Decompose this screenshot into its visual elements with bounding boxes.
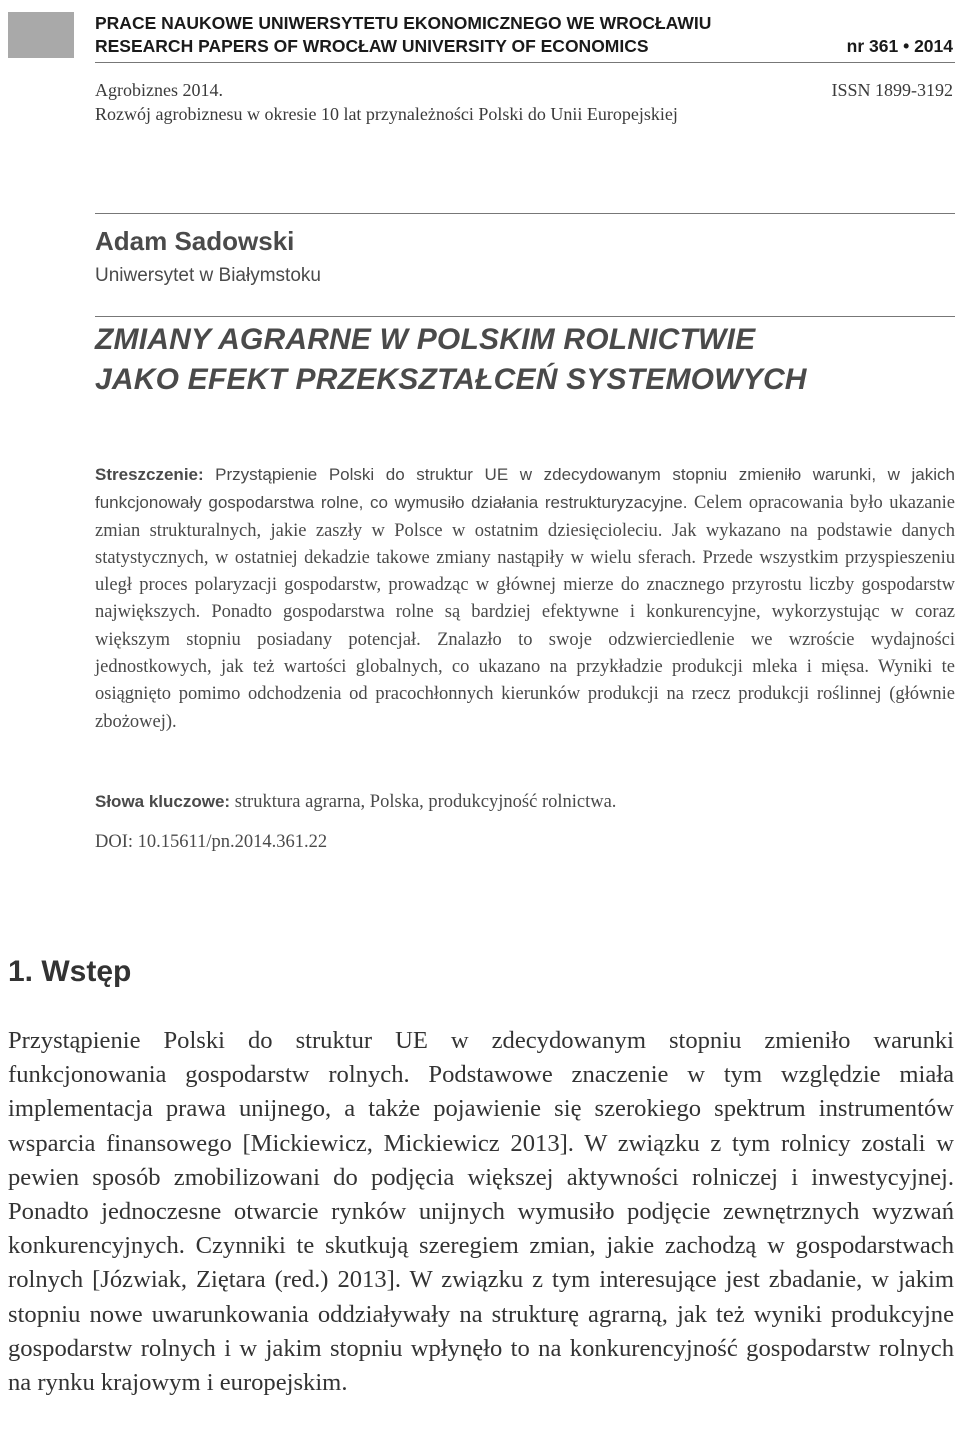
journal-header [95, 12, 953, 58]
journal-name-polish: PRACE NAUKOWE UNIWERSYTETU EKONOMICZNEGO WE WROCŁAWIU [95, 13, 712, 33]
issue-number: nr 361 • 2014 [846, 36, 953, 56]
body-paragraph: Przystąpienie Polski do struktur UE w zdecydowanym stopniu zmieniło warunki funkcjonowania gospodarstw rolnych. Podstawowe znaczenie w tym względzie miała implementacja prawa unijnego, a także pojawienie się szerokiego spektrum instrumentów wsparcia finansowego [Mickiewicz, Mickiewicz 2013]. W związku z tym rolnicy zostali w pewien sposób zmobilizowani do podjęcia większej aktywności rolniczej i inwestycyjnej. Ponadto jednoczesne otwarcie rynków unijnych wymusiło podjęcie zewnętrznych wyzwań konkurencyjnych. Czynniki te skutkują szeregiem zmian, jakie zachodzą w gospodarstwach rolnych [Józwiak, Ziętara (red.) 2013]. W związku z tym interesujące jest zbadanie, w jakim stopniu nowe uwarunkowania oddziaływały na strukturę agrarną, jak też wyniki produkcyjne gospodarstw rolnych i w jakim stopniu wpłynęło to na konkurencyjność gospodarstw rolnych na rynku krajowym i europejskim. [8, 1027, 954, 1397]
header-logo-block [8, 12, 74, 58]
section-heading: 1. Wstęp [8, 955, 132, 988]
author-name: Adam Sadowski [95, 226, 295, 256]
abstract-label: Streszczenie: [95, 465, 204, 484]
keywords [95, 788, 955, 816]
doi: DOI: 10.15611/pn.2014.361.22 [95, 832, 328, 852]
article-title [95, 320, 955, 400]
title-rule-top [95, 316, 955, 317]
volume-subtitle: Rozwój agrobiznesu w okresie 10 lat przynależności Polski do Unii Europejskiej [95, 104, 678, 124]
volume-info [95, 78, 953, 126]
journal-name-english: RESEARCH PAPERS OF WROCŁAW UNIVERSITY OF ECONOMICS [95, 36, 649, 56]
abstract [95, 461, 955, 736]
author-rule-top [95, 213, 955, 214]
keywords-text: struktura agrarna, Polska, produkcyjność rolnictwa. [234, 792, 617, 812]
title-line-2: JAKO EFEKT PRZEKSZTAŁCEŃ SYSTEMOWYCH [95, 363, 807, 396]
abstract-text: Celem opracowania było ukazanie zmian strukturalnych, jakie zaszły w Polsce w ostatnim dziesięcioleciu. Jak wykazano na podstawie danych statystycznych, w ostatniej dekadzie takowe zmiany nastąpiły w wielu sferach. Przede wszystkim przyspieszeniu uległ proces polaryzacji gospodarstw, prowadząc w głównej mierze do znacznego przyrostu liczby gospodarstw największych. Ponadto gospodarstwa rolne są bardziej efektywne i konkurencyjne, wykorzystując w coraz większym stopniu posiadany potencjał. Znalazło to swoje odzwierciedlenie we wzroście wydajności jednostkowych, jak też wartości globalnych, co ukazano na przykładzie produkcji mleka i mięsa. Wyniki te osiągnięto pomimo odchodzenia od pracochłonnych kierunków produkcji na rzecz produkcji roślinnej (głównie zbożowej). [95, 493, 956, 732]
header-rule [95, 62, 955, 63]
author-affiliation: Uniwersytet w Białymstoku [95, 265, 321, 286]
keywords-label: Słowa kluczowe: [95, 792, 231, 811]
volume-title: Agrobiznes 2014. [95, 80, 223, 100]
abstract-lead: Przystąpienie Polski do struktur UE w zdecydowanym stopniu zmieniło warunki, w jakich funkcjonowały gospodarstwa rolne, co wymusiło działania restrukturyzacyjne. [95, 465, 955, 513]
title-line-1: ZMIANY AGRARNE W POLSKIM ROLNICTWIE [95, 323, 756, 356]
issn: ISSN 1899-3192 [831, 80, 953, 100]
